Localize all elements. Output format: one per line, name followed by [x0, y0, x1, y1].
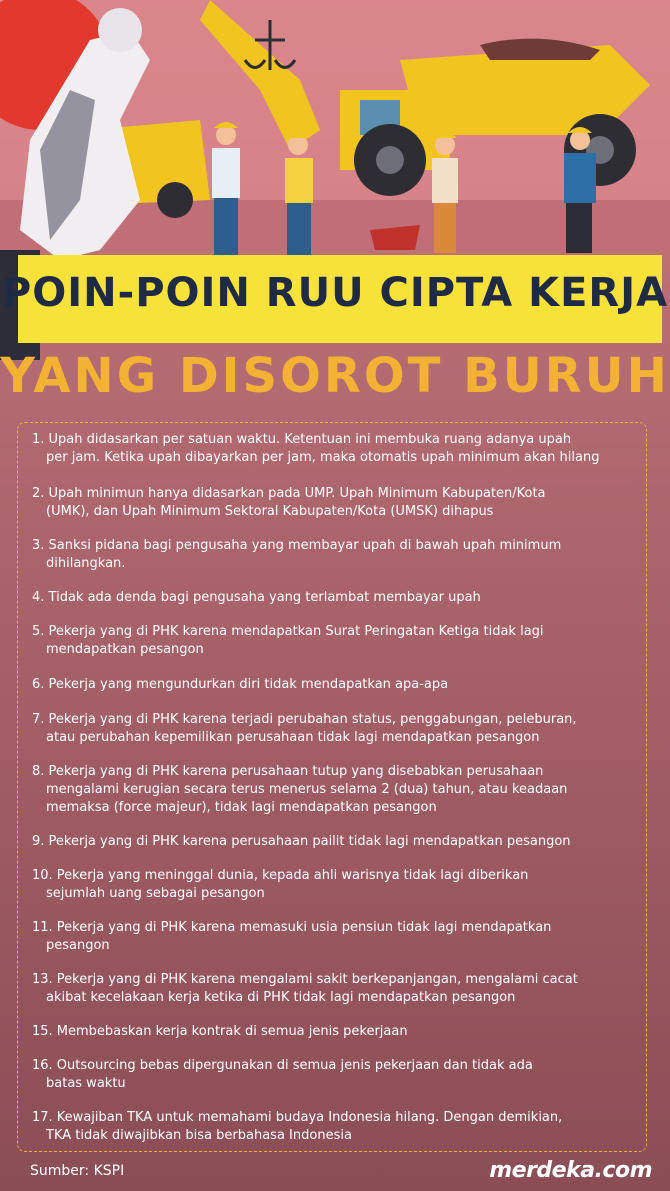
list-item: 11. Pekerja yang di PHK karena memasuki usia pensiun tidak lagi mendapatkan pesangon [32, 920, 552, 953]
list-item: 7. Pekerja yang di PHK karena terjadi perubahan status, penggabungan, peleburan, atau perubahan kepemilikan perusahaan tidak lagi mendapatkan pesangon [32, 712, 577, 745]
list-item: 16. Outsourcing bebas dipergunakan di semua jenis pekerjaan dan tidak ada batas waktu [32, 1058, 533, 1091]
source-credit: Sumber: KSPI [30, 1163, 125, 1179]
list-item: 4. Tidak ada denda bagi pengusaha yang terlambat membayar upah [32, 590, 481, 605]
list-item: 1. Upah didasarkan per satuan waktu. Ketentuan ini membuka ruang adanya upah per jam. Ketika upah dibayarkan per jam, maka otomatis upah minimum akan hilang [32, 432, 600, 465]
page-subtitle: YANG DISOROT BURUH [0, 348, 670, 404]
list-item: 6. Pekerja yang mengundurkan diri tidak mendapatkan apa-apa [32, 677, 449, 692]
list-item: 15. Membebaskan kerja kontrak di semua jenis pekerjaan [32, 1024, 408, 1039]
points-list [17, 422, 647, 1152]
list-item: 9. Pekerja yang di PHK karena perusahaan pailit tidak lagi mendapatkan pesangon [32, 834, 571, 849]
list-item: 8. Pekerja yang di PHK karena perusahaan tutup yang disebabkan perusahaan mengalami kerugian secara terus menerus selama 2 (dua) tahun, atau keadaan memaksa (force majeur), tidak lagi mendapatkan pesangon [32, 764, 568, 815]
list-item: 2. Upah minimun hanya didasarkan pada UMP. Upah Minimum Kabupaten/Kota (UMK), dan Upah Minimum Sektoral Kabupaten/Kota (UMSK) dihapus [32, 486, 546, 519]
list-item: 3. Sanksi pidana bagi pengusaha yang membayar upah di bawah upah minimum dihilangkan. [32, 538, 562, 571]
list-item: 10. Pekerja yang meninggal dunia, kepada ahli warisnya tidak lagi diberikan sejumlah uang sebagai pesangon [32, 868, 529, 901]
merdeka-logo: merdeka.com [489, 1158, 652, 1183]
page-title: POIN-POIN RUU CIPTA KERJA [1, 270, 669, 316]
list-item: 5. Pekerja yang di PHK karena mendapatkan Surat Peringatan Ketiga tidak lagi mendapatkan pesangon [32, 624, 544, 657]
list-item: 13. Pekerja yang di PHK karena mengalami sakit berkepanjangan, mengalami cacat akibat kecelakaan kerja ketika di PHK tidak lagi mendapatkan pesangon [32, 972, 578, 1005]
list-item: 17. Kewajiban TKA untuk memahami budaya Indonesia hilang. Dengan demikian, TKA tidak diwajibkan bisa berbahasa Indonesia [32, 1110, 563, 1143]
